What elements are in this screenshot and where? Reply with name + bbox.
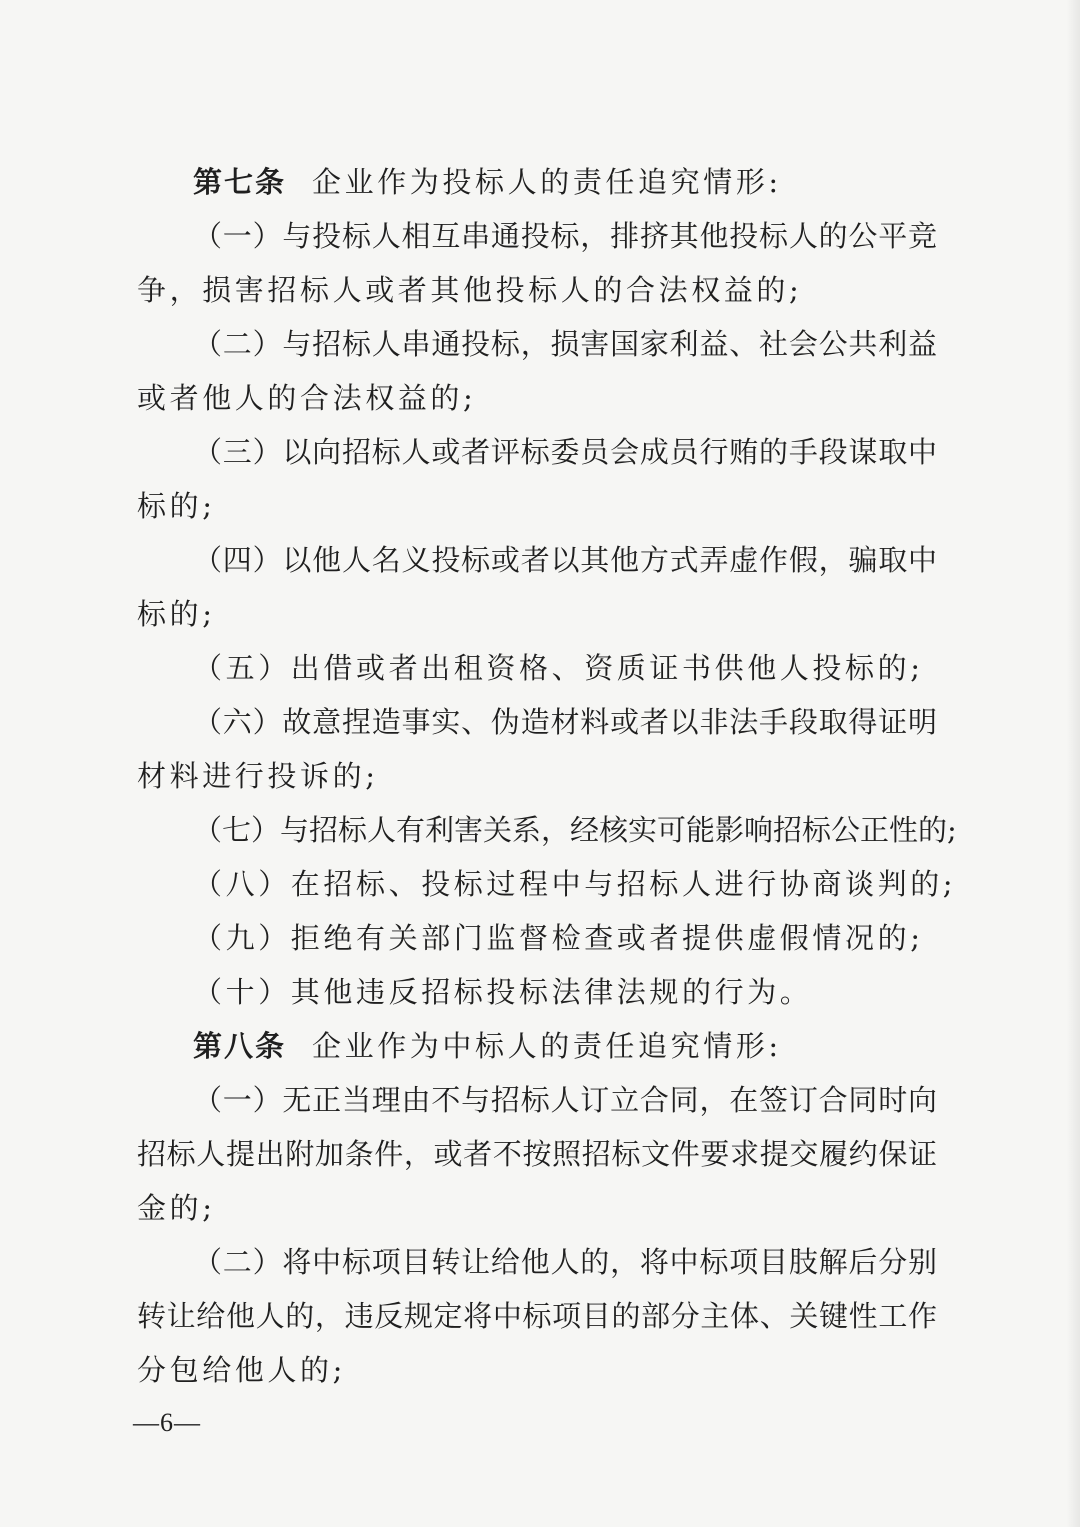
article-7-item-3-line-2: 标的; xyxy=(137,489,216,523)
article-7-item-2-line-2: 或者他人的合法权益的; xyxy=(137,381,477,415)
article-8-title: 第八条 xyxy=(193,1029,287,1063)
article-8-item-1-line-1: （一）无正当理由不与招标人订立合同，在签订合同时向 xyxy=(193,1083,937,1117)
article-8-item-2-line-1: （二）将中标项目转让给他人的，将中标项目肢解后分别 xyxy=(193,1245,937,1279)
article-7-item-7: （七）与招标人有利害关系，经核实可能影响招标公正性的; xyxy=(193,813,957,847)
article-7-item-5: （五）出借或者出租资格、资质证书供他人投标的; xyxy=(193,651,924,685)
article-8-item-1-line-3: 金的; xyxy=(137,1191,216,1225)
article-7-item-10: （十）其他违反招标投标法律法规的行为。 xyxy=(193,975,813,1009)
article-7-heading xyxy=(193,162,937,202)
article-7-item-1-line-2: 争，损害招标人或者其他投标人的合法权益的; xyxy=(137,273,803,307)
article-8-intro: 企业作为中标人的责任追究情形: xyxy=(312,1029,782,1063)
article-7-item-9: （九）拒绝有关部门监督检查或者提供虚假情况的; xyxy=(193,921,924,955)
page-number: —6— xyxy=(133,1408,201,1437)
article-7-item-6-line-2: 材料进行投诉的; xyxy=(137,759,379,793)
article-7-item-6-line-1: （六）故意捏造事实、伪造材料或者以非法手段取得证明 xyxy=(193,705,937,739)
article-7-item-2-line-1: （二）与招标人串通投标，损害国家利益、社会公共利益 xyxy=(193,327,937,361)
article-7-item-8: （八）在招标、投标过程中与招标人进行协商谈判的; xyxy=(193,867,957,901)
article-8-heading xyxy=(193,1026,937,1066)
article-8-item-1-line-2: 招标人提出附加条件，或者不按照招标文件要求提交履约保证 xyxy=(137,1137,937,1171)
article-8-item-2-line-2: 转让给他人的，违反规定将中标项目的部分主体、关键性工作 xyxy=(137,1299,937,1333)
article-7-intro: 企业作为投标人的责任追究情形: xyxy=(312,165,782,199)
article-7-item-1-line-1: （一）与投标人相互串通投标，排挤其他投标人的公平竞 xyxy=(193,219,937,253)
article-7-title: 第七条 xyxy=(193,165,287,199)
article-7-item-4-line-1: （四）以他人名义投标或者以其他方式弄虚作假，骗取中 xyxy=(193,543,937,577)
article-8-item-2-line-3: 分包给他人的; xyxy=(137,1353,346,1387)
page-edge-shadow xyxy=(1066,0,1080,1527)
article-7-item-4-line-2: 标的; xyxy=(137,597,216,631)
article-7-item-3-line-1: （三）以向招标人或者评标委员会成员行贿的手段谋取中 xyxy=(193,435,937,469)
